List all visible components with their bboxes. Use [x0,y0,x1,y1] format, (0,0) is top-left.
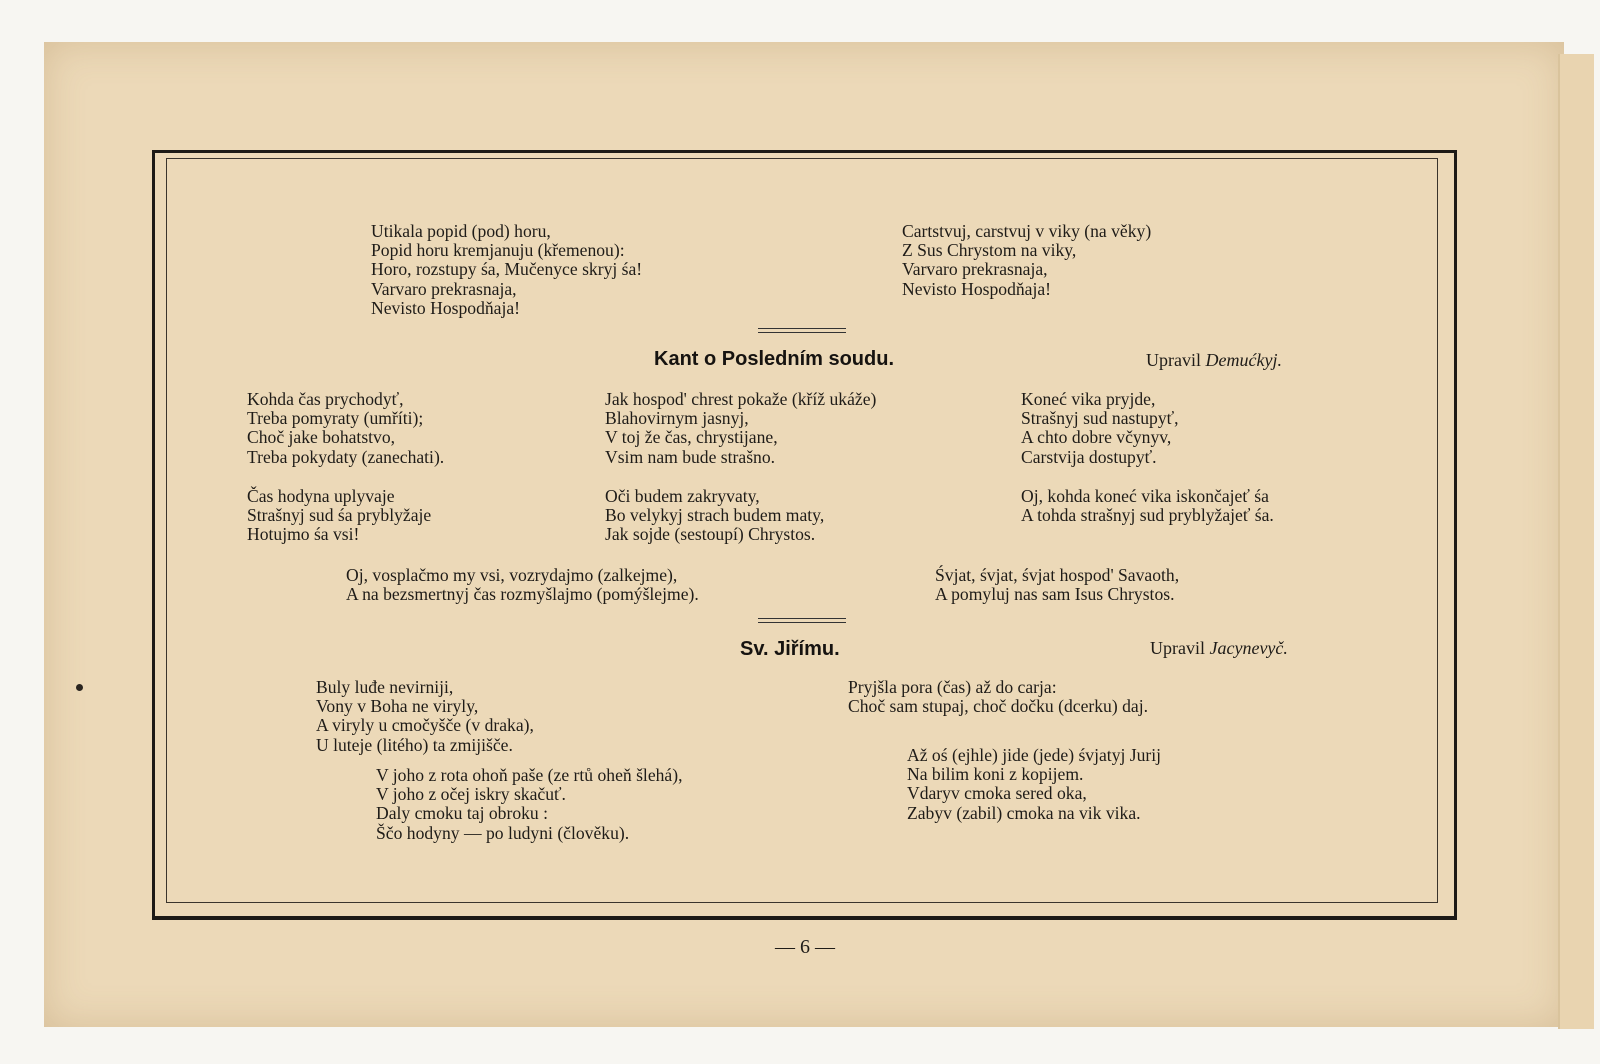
verse-line: V toj že čas, chrystijane, [605,427,778,448]
verse-line: Vdaryv cmoka sered oka, [907,783,1087,804]
section-divider [758,618,846,623]
verse-line: Nevisto Hospodňaja! [902,278,1052,299]
kant-col3-stanza1 [1021,390,1179,467]
verse-line: Jak hospod' chrest pokaže (kříž ukáže) [605,389,877,409]
section-divider [758,328,846,333]
jirimu-left-stanza1 [316,678,534,755]
kant-col2-stanza1 [605,390,876,467]
verse-line: Na bilim koni z kopijem. [907,764,1084,785]
verse-line: Až oś (ejhle) jide (jede) śvjatyj Jurij [907,745,1162,765]
verse-line: Koneć vika pryjde, [1021,389,1156,409]
verse-line: Vony v Boha ne viryly, [316,696,479,717]
verse-line: Oj, kohda koneć vika iskončajeť śa [1021,486,1269,506]
verse-line: Varvaro prekrasnaja, [371,278,517,299]
verse-line: Pryjšla pora (čas) až do carja: [848,677,1057,697]
page-number: — 6 — [775,936,835,958]
verse-line: Vsim nam bude strašno. [605,446,776,467]
verse-line: Čas hodyna uplyvaje [247,486,395,506]
verse-line: Zabyv (zabil) cmoka na vik vika. [907,802,1141,823]
song-title-jirimu: Sv. Jiřímu. [740,638,840,660]
verse-line: Śvjat, śvjat, śvjat hospod' Savaoth, [935,565,1180,585]
verse-line: Horo, rozstupy śa, Mučenyce skryj śa! [371,259,643,280]
verse-line: Carstvija dostupyť. [1021,446,1157,467]
verse-line: A na bezsmertnyj čas rozmyšlajmo (pomýšlejme). [346,584,699,605]
verse-line: Bo velykyj strach budem maty, [605,505,825,526]
verse-line: A pomyluj nas sam Isus Chrystos. [935,584,1175,605]
verse-line: Buly luđe nevirniji, [316,677,454,697]
verse-line: Blahovirnym jasnyj, [605,408,749,429]
verse-line: Daly cmoku taj obroku : [376,803,548,824]
facing-page-edge [1558,54,1594,1029]
verse-line: Strašnyj sud nastupyť, [1021,408,1179,429]
verse-line: U luteje (litého) ta zmijišče. [316,734,513,755]
kant-col1-stanza2 [247,487,431,545]
verse-line: Treba pokydaty (zanechati). [247,446,445,467]
verse-line: Choč jake bohatstvo, [247,427,396,448]
verse-line: Ščo hodyny — po ludyni (člověku). [376,822,630,843]
verse-line: Treba pomyraty (umříti); [247,408,424,429]
verse-line: Utikala popid (pod) horu, [371,221,551,241]
verse-line: A chto dobre včynyv, [1021,427,1172,448]
jirimu-right-stanza2 [907,746,1161,823]
song-credit-kant: Upravil Demućkyj. [1146,350,1282,370]
song-title-kant: Kant o Posledním soudu. [654,348,895,370]
verse-line: Cartstvuj, carstvuj v viky (na věky) [902,221,1152,241]
kant-col3-stanza2 [1021,487,1274,525]
verse-line: Popid horu kremjanuju (křemenou): [371,240,625,261]
verse-line: Oj, vosplačmo my vsi, vozrydajmo (zalkejme), [346,565,678,585]
verse-line: Hotujmo śa vsi! [247,524,360,545]
verse-line: Jak sojde (sestoupí) Chrystos. [605,524,816,545]
verse-line: Choč sam stupaj, choč dočku (dcerku) daj. [848,696,1148,717]
verse-line: Oči budem zakryvaty, [605,486,760,506]
kant-refrain-left [346,566,699,604]
verse-line: A tohda strašnyj sud pryblyžajeť śa. [1021,505,1274,526]
verse-line: V joho z rota ohoň paše (ze rtů oheň šlehá), [376,765,683,785]
verse-line: Z Sus Chrystom na viky, [902,240,1077,261]
verse-line: Nevisto Hospodňaja! [371,297,521,318]
verse-line: Kohda čas prychodyť, [247,389,404,409]
verse-line: A viryly u cmočyšče (v draka), [316,715,534,736]
song-credit-jirimu: Upravil Jacynevyč. [1150,638,1288,658]
verse-line: Varvaro prekrasnaja, [902,259,1048,280]
top-verse-right [902,222,1151,299]
kant-col1-stanza1 [247,390,444,467]
jirimu-right-stanza1 [848,678,1148,716]
kant-refrain-right [935,566,1179,604]
verse-line: V joho z očej iskry skačuť. [376,784,566,805]
top-verse-left [371,222,642,318]
verse-line: Strašnyj sud śa pryblyžaje [247,505,432,526]
ink-speck [76,684,83,691]
kant-col2-stanza2 [605,487,824,545]
jirimu-left-stanza2 [376,766,683,843]
